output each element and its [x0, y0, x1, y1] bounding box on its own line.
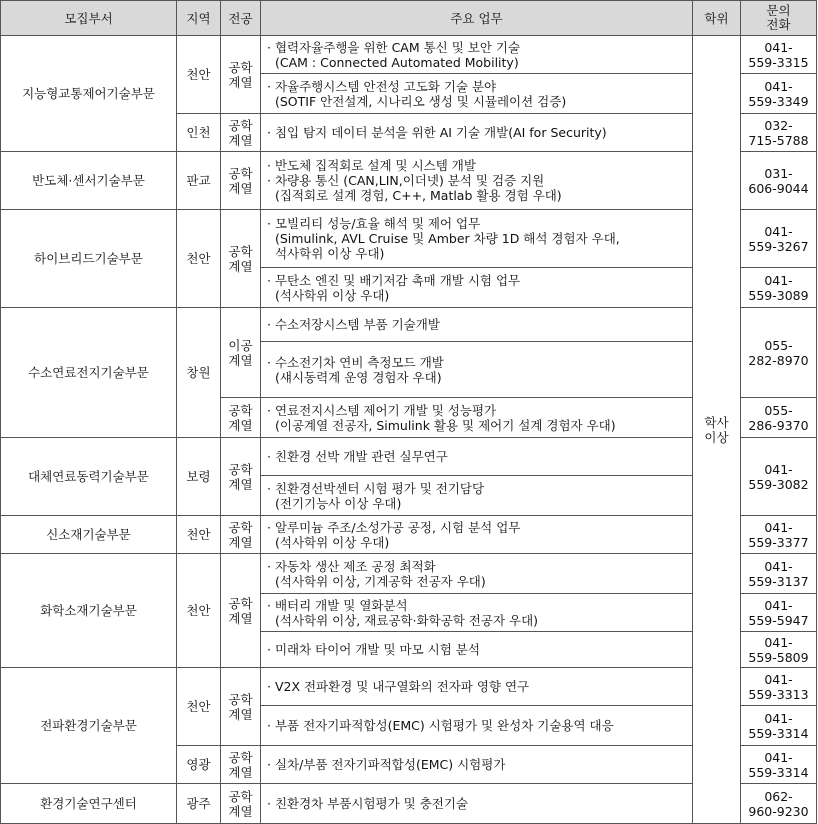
duty-cell [261, 476, 693, 516]
contact-phone: 055- 286-9370 [741, 398, 817, 438]
contact-phone: 031- 606-9044 [741, 152, 817, 210]
duty-line: · 자율주행시스템 안전성 고도화 기술 분야 [267, 78, 497, 94]
duty-line: · 친환경차 부품시험평가 및 충전기술 [267, 796, 468, 811]
duty-line: · 수소저장시스템 부품 기술개발 [267, 317, 440, 332]
region-name: 광주 [177, 784, 221, 824]
duty-line: (석사학위 이상, 기계공학 전공자 우대) [275, 573, 486, 589]
duty-cell [261, 210, 693, 268]
duty-line: · 무탄소 엔진 및 배기저감 촉매 개발 시험 업무 [267, 272, 521, 288]
duty-line: · 친환경선박센터 시험 평가 및 전기담당 [267, 480, 485, 496]
contact-phone: 041- 559-3314 [741, 746, 817, 784]
major-field: 공학 계열 [221, 516, 261, 554]
duty-line: · 반도체 집적회로 설계 및 시스템 개발 [267, 158, 476, 173]
duty-line: (석사학위 이상, 재료공학·화학공학 전공자 우대) [275, 612, 539, 628]
header-dept: 모집부서 [1, 1, 177, 36]
contact-phone: 041- 559-3267 [741, 210, 817, 268]
region-name: 창원 [177, 308, 221, 438]
duty-cell [261, 594, 693, 632]
duty-line: · 친환경 선박 개발 관련 실무연구 [267, 449, 448, 464]
dept-name: 지능형교통제어기술부문 [1, 36, 177, 152]
duty-cell [261, 152, 693, 210]
major-field: 이공 계열 [221, 308, 261, 398]
contact-phone: 041- 559-3349 [741, 74, 817, 114]
major-field: 공학 계열 [221, 746, 261, 784]
duty-line: · 배터리 개발 및 열화분석 [267, 597, 408, 613]
contact-phone: 041- 559-5809 [741, 632, 817, 668]
major-field: 공학 계열 [221, 784, 261, 824]
contact-phone: 032- 715-5788 [741, 114, 817, 152]
duty-cell [261, 36, 693, 74]
duty-line: (섀시동력계 운영 경험자 우대) [275, 369, 442, 385]
duty-line: · 차량용 통신 (CAN,LIN,이더넷) 분석 및 검증 지원 [267, 173, 545, 188]
duty-line: · V2X 전파환경 및 내구열화의 전자파 영향 연구 [267, 679, 530, 694]
contact-phone: 041- 559-3315 [741, 36, 817, 74]
dept-name: 신소재기술부문 [1, 516, 177, 554]
duty-line: (CAM : Connected Automated Mobility) [275, 54, 519, 70]
dept-name: 환경기술연구센터 [1, 784, 177, 824]
dept-name: 대체연료동력기술부문 [1, 438, 177, 516]
major-field: 공학 계열 [221, 668, 261, 746]
duty-line: 석사학위 이상 우대) [275, 246, 385, 261]
contact-phone: 041- 559-3089 [741, 268, 817, 308]
table-row [1, 36, 817, 74]
dept-name: 전파환경기술부문 [1, 668, 177, 784]
duty-cell [261, 554, 693, 594]
contact-phone: 041- 559-5947 [741, 594, 817, 632]
major-field: 공학 계열 [221, 210, 261, 308]
region-name: 판교 [177, 152, 221, 210]
contact-phone: 041- 559-3082 [741, 438, 817, 516]
contact-phone: 041- 559-3313 [741, 668, 817, 706]
duty-line: · 실차/부품 전자기파적합성(EMC) 시험평가 [267, 757, 506, 772]
dept-name: 수소연료전지기술부문 [1, 308, 177, 438]
header-region: 지역 [177, 1, 221, 36]
header-degree: 학위 [693, 1, 741, 36]
header-major: 전공 [221, 1, 261, 36]
duty-line: · 연료전지시스템 제어기 개발 및 성능평가 [267, 402, 497, 418]
major-field: 공학 계열 [221, 152, 261, 210]
duty-cell [261, 784, 693, 824]
region-name: 천안 [177, 36, 221, 114]
contact-phone: 041- 559-3314 [741, 706, 817, 746]
contact-phone: 041- 559-3377 [741, 516, 817, 554]
duty-cell [261, 706, 693, 746]
duty-cell [261, 632, 693, 668]
duty-line: · 수소전기차 연비 측정모드 개발 [267, 354, 444, 370]
region-name: 영광 [177, 746, 221, 784]
duty-cell [261, 516, 693, 554]
table-body [1, 36, 817, 824]
duty-cell [261, 308, 693, 342]
header-duty: 주요 업무 [261, 1, 693, 36]
duty-line: · 알루미늄 주조/소성가공 공정, 시험 분석 업무 [267, 519, 521, 535]
duty-cell [261, 668, 693, 706]
dept-name: 하이브리드기술부문 [1, 210, 177, 308]
duty-cell [261, 398, 693, 438]
major-field: 공학 계열 [221, 438, 261, 516]
duty-line: (이공계열 전공자, Simulink 활용 및 제어기 설계 경험자 우대) [275, 417, 616, 433]
duty-cell [261, 74, 693, 114]
region-name: 천안 [177, 554, 221, 668]
duty-line: · 미래차 타이어 개발 및 마모 시험 분석 [267, 642, 480, 657]
duty-line: · 협력자율주행을 위한 CAM 통신 및 보안 기술 [267, 39, 521, 55]
region-name: 인천 [177, 114, 221, 152]
duty-line: · 부품 전자기파적합성(EMC) 시험평가 및 완성차 기술용역 대응 [267, 718, 614, 733]
duty-line: (석사학위 이상 우대) [275, 287, 390, 303]
major-field: 공학 계열 [221, 554, 261, 668]
header-phone: 문의 전화 [741, 1, 817, 36]
major-field: 공학 계열 [221, 114, 261, 152]
duty-line: · 모빌리티 성능/효율 해석 및 제어 업무 [267, 216, 481, 231]
region-name: 천안 [177, 668, 221, 746]
contact-phone: 062- 960-9230 [741, 784, 817, 824]
duty-line: · 자동차 생산 제조 공정 최적화 [267, 558, 436, 574]
duty-cell [261, 268, 693, 308]
region-name: 천안 [177, 210, 221, 308]
duty-line: (석사학위 이상 우대) [275, 534, 390, 550]
duty-line: · 침입 탐지 데이터 분석을 위한 AI 기술 개발(AI for Security) [267, 125, 607, 140]
duty-line: (Simulink, AVL Cruise 및 Amber 차량 1D 해석 경험자 우대, [275, 231, 620, 246]
dept-name: 화학소재기술부문 [1, 554, 177, 668]
major-field: 공학 계열 [221, 398, 261, 438]
contact-phone: 055- 282-8970 [741, 308, 817, 398]
degree-requirement: 학사 이상 [693, 36, 741, 824]
contact-phone: 041- 559-3137 [741, 554, 817, 594]
duty-cell [261, 114, 693, 152]
dept-name: 반도체·센서기술부문 [1, 152, 177, 210]
duty-line: (SOTIF 안전설계, 시나리오 생성 및 시뮬레이션 검증) [275, 93, 567, 109]
duty-cell [261, 438, 693, 476]
region-name: 보령 [177, 438, 221, 516]
duty-line: (전기기능사 이상 우대) [275, 495, 402, 511]
duty-cell [261, 746, 693, 784]
duty-cell [261, 342, 693, 398]
header-row [1, 1, 817, 36]
region-name: 천안 [177, 516, 221, 554]
duty-line: (집적회로 설계 경험, C++, Matlab 활용 경험 우대) [275, 188, 562, 203]
major-field: 공학 계열 [221, 36, 261, 114]
